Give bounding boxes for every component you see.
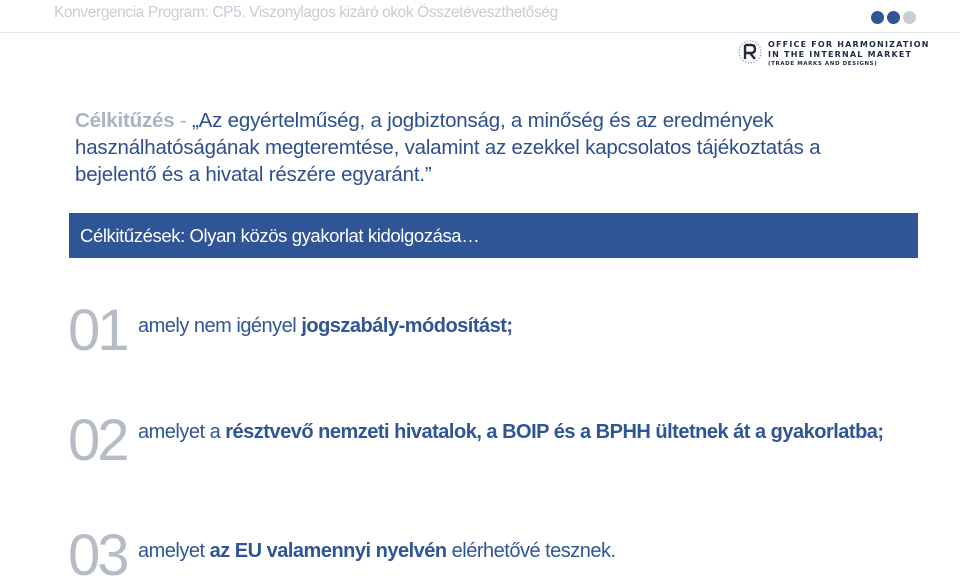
indicator-dot-2	[887, 11, 900, 24]
goals-banner-text: Célkitűzések: Olyan közös gyakorlat kidolgozása…	[80, 225, 480, 246]
goals-banner	[69, 213, 918, 258]
list-item-1	[138, 314, 513, 339]
list-item-3	[138, 539, 616, 564]
item-3-text-d: tesznek.	[545, 540, 616, 562]
item-1-text-b: jogszabály-módosítást;	[301, 315, 513, 337]
logo-line-1: OFFICE FOR HARMONIZATION	[768, 40, 930, 49]
logo-line-3: (TRADE MARKS AND DESIGNS)	[768, 61, 878, 67]
list-item-2	[138, 420, 892, 445]
item-1-text-a: amely nem igényel	[138, 315, 302, 337]
objective-paragraph	[75, 107, 875, 188]
slide-indicator-dots	[871, 11, 916, 24]
objective-text: „Az egyértelműség, a jogbiztonság, a minőség és az eredmények használhatóságának megteremtése, valamint az ezekkel kapcsolatos tájékoztatás a bejelentő és a hivatal részére egyaránt.”	[75, 109, 821, 186]
objective-label: Célkitűzés	[75, 109, 175, 132]
indicator-dot-1	[871, 11, 884, 24]
indicator-dot-3	[903, 11, 916, 24]
objective-dash: -	[174, 109, 193, 132]
item-3-text-c: elérhetővé	[446, 540, 546, 562]
item-2-text-b: résztvevő nemzeti hivatalok, a BOIP és a BPHH ültetnek át a gyakorlatba;	[225, 421, 884, 443]
header-title: Konvergencia Program: CP5. Viszonylagos kizáró okok Összetéveszthetőség	[54, 4, 558, 21]
item-number-03: 03	[68, 523, 127, 588]
item-2-text-a: amelyet a	[138, 421, 226, 443]
ohim-logo-icon	[737, 38, 763, 68]
item-3-text-a: amelyet	[138, 540, 210, 562]
ohim-logo	[737, 38, 930, 70]
item-3-text-b: az EU valamennyi nyelvén	[209, 540, 447, 562]
item-number-02: 02	[68, 408, 127, 473]
logo-line-2: IN THE INTERNAL MARKET	[768, 50, 913, 59]
item-number-01: 01	[68, 298, 127, 363]
header-divider	[0, 32, 960, 33]
